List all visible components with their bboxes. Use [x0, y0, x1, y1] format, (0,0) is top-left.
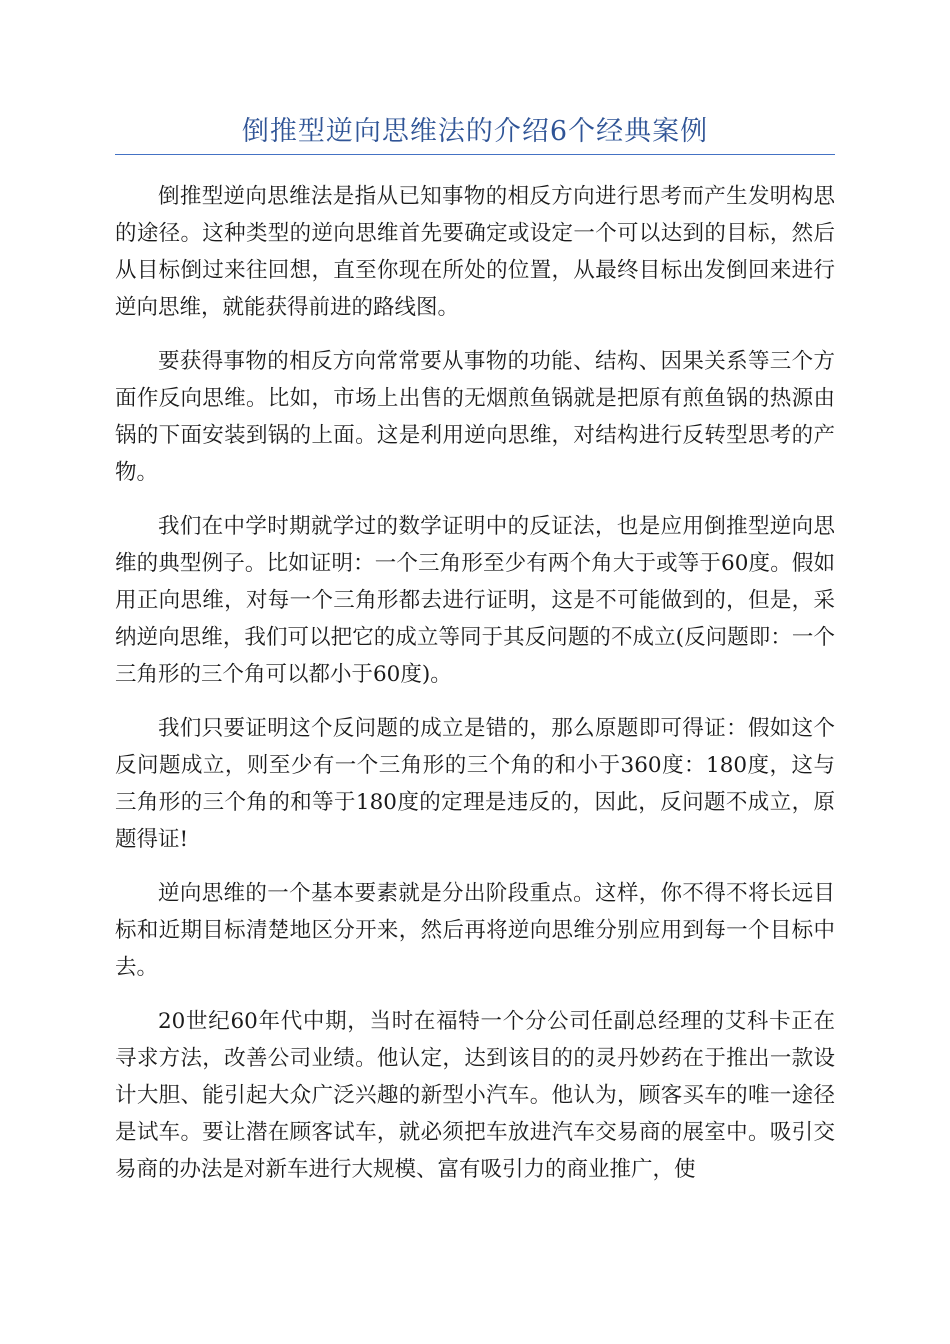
document-body: [115, 178, 835, 1205]
paragraph-4: 我们只要证明这个反问题的成立是错的，那么原题即可得证：假如这个反问题成立，则至少有一个三角形的三个角的和小于360度：180度，这与三角形的三个角的和等于180度的定理是违反的，因此，反问题不成立，原题得证!: [115, 716, 835, 852]
page-title: 倒推型逆向思维法的介绍6个经典案例: [241, 116, 709, 147]
paragraph-5: 逆向思维的一个基本要素就是分出阶段重点。这样，你不得不将长远目标和近期目标清楚地区分开来，然后再将逆向思维分别应用到每一个目标中去。: [115, 881, 835, 980]
paragraph-6: 20世纪60年代中期，当时在福特一个分公司任副总经理的艾科卡正在寻求方法，改善公司业绩。他认定，达到该目的的灵丹妙药在于推出一款设计大胆、能引起大众广泛兴趣的新型小汽车。他认为，顾客买车的唯一途径是试车。要让潜在顾客试车，就必须把车放进汽车交易商的展室中。吸引交易商的办法是对新车进行大规模、富有吸引力的商业推广，使: [115, 1009, 835, 1182]
paragraph-2: 要获得事物的相反方向常常要从事物的功能、结构、因果关系等三个方面作反向思维。比如，市场上出售的无烟煎鱼锅就是把原有煎鱼锅的热源由锅的下面安装到锅的上面。这是利用逆向思维，对结构进行反转型思考的产物。: [115, 349, 835, 485]
paragraph-3: 我们在中学时期就学过的数学证明中的反证法，也是应用倒推型逆向思维的典型例子。比如证明：一个三角形至少有两个角大于或等于60度。假如用正向思维，对每一个三角形都去进行证明，这是不可能做到的，但是，采纳逆向思维，我们可以把它的成立等同于其反问题的不成立(反问题即：一个三角形的三个角可以都小于60度)。: [115, 514, 835, 687]
paragraph-1: 倒推型逆向思维法是指从已知事物的相反方向进行思考而产生发明构思的途径。这种类型的逆向思维首先要确定或设定一个可以达到的目标，然后从目标倒过来往回想，直至你现在所处的位置，从最终目标出发倒回来进行逆向思维，就能获得前进的路线图。: [115, 184, 835, 320]
title-underline-divider: [115, 154, 835, 155]
